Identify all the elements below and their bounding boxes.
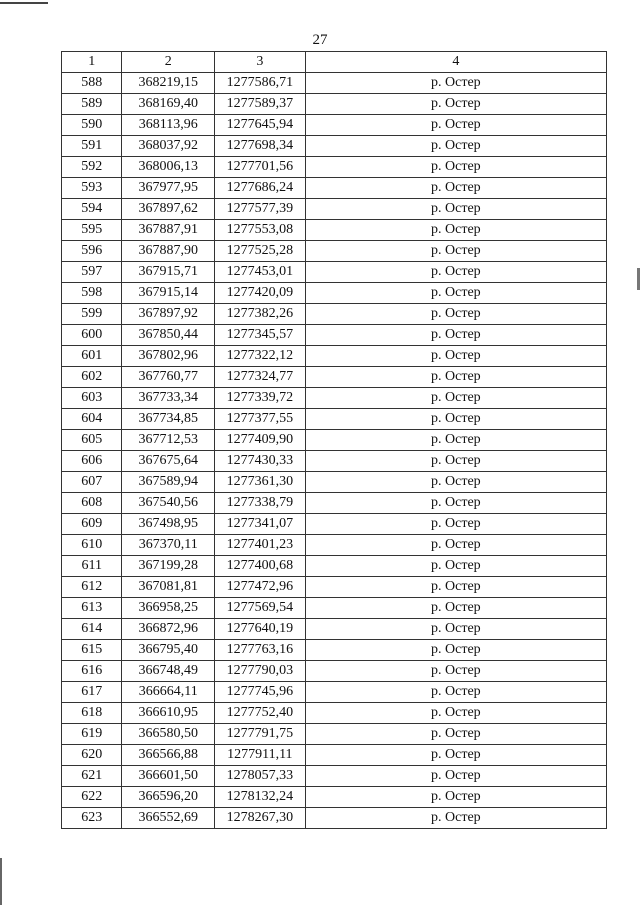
- y-coordinate-cell: 1277569,54: [215, 598, 306, 619]
- x-coordinate-cell: 367734,85: [122, 409, 215, 430]
- y-coordinate-cell: 1277686,24: [215, 178, 306, 199]
- x-coordinate-cell: 368219,15: [122, 73, 215, 94]
- description-cell: р. Остер: [305, 472, 606, 493]
- table-row: [62, 514, 607, 535]
- point-number-cell: 592: [62, 157, 122, 178]
- point-number-cell: 602: [62, 367, 122, 388]
- y-coordinate-cell: 1277453,01: [215, 262, 306, 283]
- x-coordinate-cell: 366552,69: [122, 808, 215, 829]
- table-row: [62, 157, 607, 178]
- point-number-cell: 594: [62, 199, 122, 220]
- description-cell: р. Остер: [305, 577, 606, 598]
- column-header-3: 3: [215, 52, 306, 73]
- x-coordinate-cell: 367915,71: [122, 262, 215, 283]
- y-coordinate-cell: 1277430,33: [215, 451, 306, 472]
- point-number-cell: 598: [62, 283, 122, 304]
- table-row: [62, 598, 607, 619]
- description-cell: р. Остер: [305, 262, 606, 283]
- description-cell: р. Остер: [305, 115, 606, 136]
- description-cell: р. Остер: [305, 241, 606, 262]
- table-row: [62, 367, 607, 388]
- y-coordinate-cell: 1277345,57: [215, 325, 306, 346]
- description-cell: р. Остер: [305, 178, 606, 199]
- x-coordinate-cell: 366566,88: [122, 745, 215, 766]
- point-number-cell: 590: [62, 115, 122, 136]
- point-number-cell: 622: [62, 787, 122, 808]
- x-coordinate-cell: 367370,11: [122, 535, 215, 556]
- page-number: 27: [312, 32, 328, 48]
- table-row: [62, 388, 607, 409]
- table-row: [62, 472, 607, 493]
- y-coordinate-cell: 1278132,24: [215, 787, 306, 808]
- table-row: [62, 493, 607, 514]
- point-number-cell: 610: [62, 535, 122, 556]
- y-coordinate-cell: 1277791,75: [215, 724, 306, 745]
- description-cell: р. Остер: [305, 619, 606, 640]
- y-coordinate-cell: 1277645,94: [215, 115, 306, 136]
- description-cell: р. Остер: [305, 640, 606, 661]
- table-row: [62, 94, 607, 115]
- table-row: [62, 409, 607, 430]
- x-coordinate-cell: 367199,28: [122, 556, 215, 577]
- point-number-cell: 619: [62, 724, 122, 745]
- y-coordinate-cell: 1277911,11: [215, 745, 306, 766]
- table-row: [62, 661, 607, 682]
- point-number-cell: 589: [62, 94, 122, 115]
- y-coordinate-cell: 1277790,03: [215, 661, 306, 682]
- table-row: [62, 220, 607, 241]
- point-number-cell: 596: [62, 241, 122, 262]
- table-row: [62, 787, 607, 808]
- x-coordinate-cell: 366748,49: [122, 661, 215, 682]
- point-number-cell: 611: [62, 556, 122, 577]
- table-row: [62, 346, 607, 367]
- x-coordinate-cell: 367802,96: [122, 346, 215, 367]
- scan-edge-mark-bottom-left: [0, 858, 2, 905]
- point-number-cell: 612: [62, 577, 122, 598]
- y-coordinate-cell: 1277525,28: [215, 241, 306, 262]
- point-number-cell: 593: [62, 178, 122, 199]
- point-number-cell: 601: [62, 346, 122, 367]
- y-coordinate-cell: 1277577,39: [215, 199, 306, 220]
- point-number-cell: 591: [62, 136, 122, 157]
- description-cell: р. Остер: [305, 661, 606, 682]
- table-header: [62, 52, 607, 73]
- table-row: [62, 430, 607, 451]
- y-coordinate-cell: 1277586,71: [215, 73, 306, 94]
- description-cell: р. Остер: [305, 346, 606, 367]
- table-row: [62, 745, 607, 766]
- y-coordinate-cell: 1277377,55: [215, 409, 306, 430]
- y-coordinate-cell: 1277401,23: [215, 535, 306, 556]
- table-row: [62, 682, 607, 703]
- table-row: [62, 640, 607, 661]
- description-cell: р. Остер: [305, 157, 606, 178]
- point-number-cell: 617: [62, 682, 122, 703]
- description-cell: р. Остер: [305, 556, 606, 577]
- table-row: [62, 325, 607, 346]
- y-coordinate-cell: 1277361,30: [215, 472, 306, 493]
- column-header-2: 2: [122, 52, 215, 73]
- column-header-1: 1: [62, 52, 122, 73]
- x-coordinate-cell: 368113,96: [122, 115, 215, 136]
- description-cell: р. Остер: [305, 409, 606, 430]
- x-coordinate-cell: 366580,50: [122, 724, 215, 745]
- point-number-cell: 599: [62, 304, 122, 325]
- table-row: [62, 703, 607, 724]
- point-number-cell: 609: [62, 514, 122, 535]
- table-row: [62, 577, 607, 598]
- y-coordinate-cell: 1278267,30: [215, 808, 306, 829]
- table-row: [62, 556, 607, 577]
- x-coordinate-cell: 367897,62: [122, 199, 215, 220]
- y-coordinate-cell: 1277745,96: [215, 682, 306, 703]
- x-coordinate-cell: 367887,91: [122, 220, 215, 241]
- table-row: [62, 136, 607, 157]
- x-coordinate-cell: 367887,90: [122, 241, 215, 262]
- x-coordinate-cell: 368037,92: [122, 136, 215, 157]
- y-coordinate-cell: 1277339,72: [215, 388, 306, 409]
- description-cell: р. Остер: [305, 535, 606, 556]
- description-cell: р. Остер: [305, 388, 606, 409]
- table-row: [62, 115, 607, 136]
- table-row: [62, 619, 607, 640]
- x-coordinate-cell: 367733,34: [122, 388, 215, 409]
- description-cell: р. Остер: [305, 199, 606, 220]
- y-coordinate-cell: 1277338,79: [215, 493, 306, 514]
- description-cell: р. Остер: [305, 367, 606, 388]
- point-number-cell: 607: [62, 472, 122, 493]
- x-coordinate-cell: 367498,95: [122, 514, 215, 535]
- description-cell: р. Остер: [305, 766, 606, 787]
- description-cell: р. Остер: [305, 304, 606, 325]
- description-cell: р. Остер: [305, 283, 606, 304]
- point-number-cell: 606: [62, 451, 122, 472]
- table-row: [62, 808, 607, 829]
- description-cell: р. Остер: [305, 430, 606, 451]
- y-coordinate-cell: 1277640,19: [215, 619, 306, 640]
- description-cell: р. Остер: [305, 724, 606, 745]
- y-coordinate-cell: 1277400,68: [215, 556, 306, 577]
- x-coordinate-cell: 366596,20: [122, 787, 215, 808]
- table-header-row: [62, 52, 607, 73]
- x-coordinate-cell: 367712,53: [122, 430, 215, 451]
- y-coordinate-cell: 1277341,07: [215, 514, 306, 535]
- point-number-cell: 620: [62, 745, 122, 766]
- point-number-cell: 603: [62, 388, 122, 409]
- x-coordinate-cell: 366958,25: [122, 598, 215, 619]
- table-row: [62, 724, 607, 745]
- y-coordinate-cell: 1277589,37: [215, 94, 306, 115]
- x-coordinate-cell: 367897,92: [122, 304, 215, 325]
- y-coordinate-cell: 1277701,56: [215, 157, 306, 178]
- description-cell: р. Остер: [305, 451, 606, 472]
- table-row: [62, 73, 607, 94]
- x-coordinate-cell: 366610,95: [122, 703, 215, 724]
- description-cell: р. Остер: [305, 325, 606, 346]
- x-coordinate-cell: 368169,40: [122, 94, 215, 115]
- x-coordinate-cell: 368006,13: [122, 157, 215, 178]
- table-row: [62, 766, 607, 787]
- y-coordinate-cell: 1277752,40: [215, 703, 306, 724]
- point-number-cell: 614: [62, 619, 122, 640]
- description-cell: р. Остер: [305, 220, 606, 241]
- point-number-cell: 600: [62, 325, 122, 346]
- description-cell: р. Остер: [305, 493, 606, 514]
- x-coordinate-cell: 367850,44: [122, 325, 215, 346]
- x-coordinate-cell: 367760,77: [122, 367, 215, 388]
- y-coordinate-cell: 1277409,90: [215, 430, 306, 451]
- x-coordinate-cell: 367977,95: [122, 178, 215, 199]
- point-number-cell: 608: [62, 493, 122, 514]
- x-coordinate-cell: 367915,14: [122, 283, 215, 304]
- table-row: [62, 241, 607, 262]
- table-row: [62, 178, 607, 199]
- boundary-coordinates-table: [61, 51, 607, 829]
- description-cell: р. Остер: [305, 514, 606, 535]
- table-row: [62, 451, 607, 472]
- table-row: [62, 199, 607, 220]
- table-row: [62, 262, 607, 283]
- y-coordinate-cell: 1277382,26: [215, 304, 306, 325]
- y-coordinate-cell: 1277420,09: [215, 283, 306, 304]
- x-coordinate-cell: 366872,96: [122, 619, 215, 640]
- description-cell: р. Остер: [305, 73, 606, 94]
- x-coordinate-cell: 366795,40: [122, 640, 215, 661]
- point-number-cell: 605: [62, 430, 122, 451]
- point-number-cell: 615: [62, 640, 122, 661]
- point-number-cell: 623: [62, 808, 122, 829]
- table-body: [62, 73, 607, 829]
- point-number-cell: 613: [62, 598, 122, 619]
- point-number-cell: 604: [62, 409, 122, 430]
- y-coordinate-cell: 1277322,12: [215, 346, 306, 367]
- x-coordinate-cell: 367540,56: [122, 493, 215, 514]
- x-coordinate-cell: 367081,81: [122, 577, 215, 598]
- point-number-cell: 588: [62, 73, 122, 94]
- description-cell: р. Остер: [305, 745, 606, 766]
- description-cell: р. Остер: [305, 703, 606, 724]
- point-number-cell: 616: [62, 661, 122, 682]
- y-coordinate-cell: 1277553,08: [215, 220, 306, 241]
- y-coordinate-cell: 1277324,77: [215, 367, 306, 388]
- table-row: [62, 535, 607, 556]
- table-row: [62, 304, 607, 325]
- description-cell: р. Остер: [305, 682, 606, 703]
- x-coordinate-cell: 366601,50: [122, 766, 215, 787]
- point-number-cell: 597: [62, 262, 122, 283]
- point-number-cell: 621: [62, 766, 122, 787]
- table-row: [62, 283, 607, 304]
- point-number-cell: 618: [62, 703, 122, 724]
- description-cell: р. Остер: [305, 787, 606, 808]
- scan-edge-mark-top-left: [0, 2, 48, 4]
- description-cell: р. Остер: [305, 808, 606, 829]
- description-cell: р. Остер: [305, 94, 606, 115]
- y-coordinate-cell: 1277698,34: [215, 136, 306, 157]
- point-number-cell: 595: [62, 220, 122, 241]
- x-coordinate-cell: 367589,94: [122, 472, 215, 493]
- x-coordinate-cell: 367675,64: [122, 451, 215, 472]
- description-cell: р. Остер: [305, 598, 606, 619]
- y-coordinate-cell: 1277472,96: [215, 577, 306, 598]
- y-coordinate-cell: 1278057,33: [215, 766, 306, 787]
- description-cell: р. Остер: [305, 136, 606, 157]
- column-header-4: 4: [305, 52, 606, 73]
- y-coordinate-cell: 1277763,16: [215, 640, 306, 661]
- x-coordinate-cell: 366664,11: [122, 682, 215, 703]
